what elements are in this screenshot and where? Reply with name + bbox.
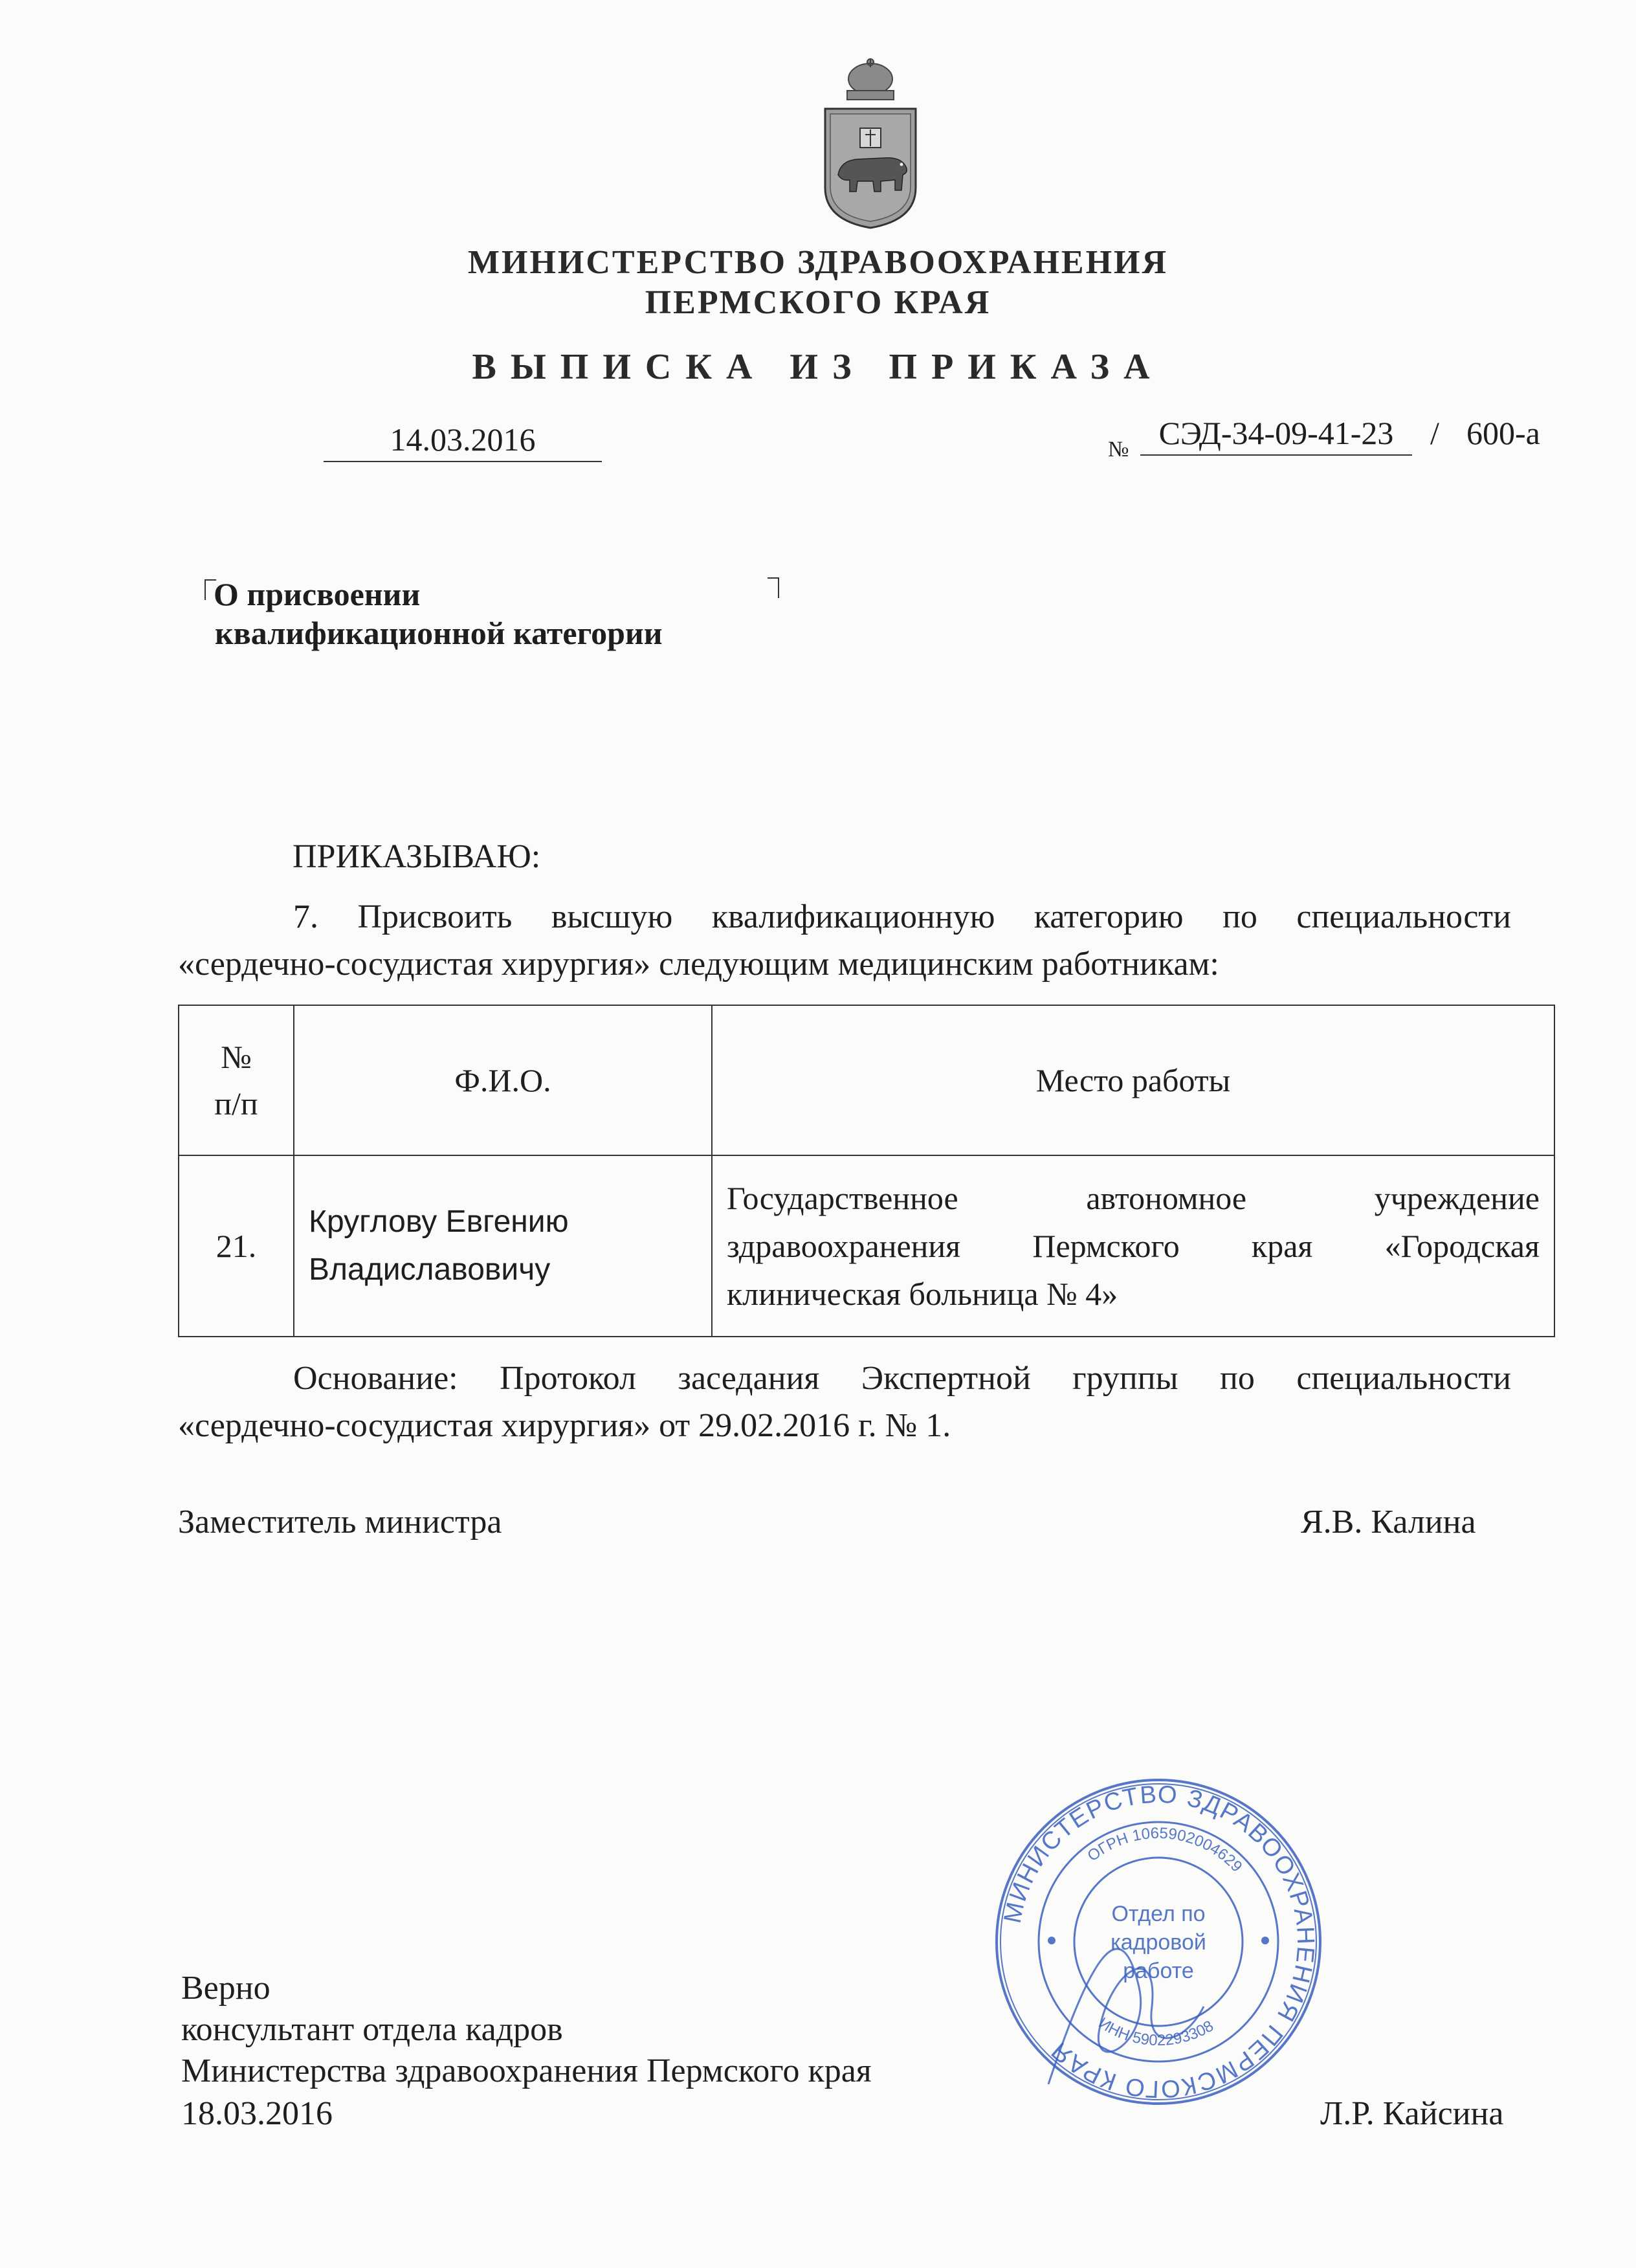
table-header-row — [179, 1005, 1554, 1155]
order-number-suffix: 600-а — [1466, 415, 1540, 451]
workers-table — [178, 1005, 1555, 1337]
ministry-line-1: МИНИСТЕРСТВО ЗДРАВООХРАНЕНИЯ — [467, 244, 1169, 281]
header-cell-workplace: Место работы — [712, 1005, 1554, 1155]
basis-paragraph — [178, 1359, 1511, 1397]
number-slash: / — [1430, 415, 1439, 451]
orders-heading: ПРИКАЗЫВАЮ: — [293, 838, 541, 875]
order-subject — [214, 575, 663, 652]
item-line-2: «сердечно-сосудистая хирургия» следующим медицинским работникам: — [178, 946, 1219, 983]
number-sign: № — [1108, 438, 1129, 461]
document-title: ВЫПИСКА ИЗ ПРИКАЗА — [472, 347, 1164, 387]
basis-line-2: «сердечно-сосудистая хирургия» от 29.02.2016 г. № 1. — [178, 1407, 951, 1444]
ministry-line-2: ПЕРМСКОГО КРАЯ — [645, 284, 991, 321]
item-paragraph — [178, 898, 1511, 936]
table-row — [179, 1155, 1554, 1337]
stamp-center-line-2: кадровой — [1111, 1930, 1206, 1955]
stamp-ogrn: ОГРН 1065902004629 — [1084, 1824, 1246, 1876]
header-cell-name: Ф.И.О. — [294, 1005, 712, 1155]
coat-of-arms-icon — [819, 58, 922, 233]
stamp-outer-text: МИНИСТЕРСТВО ЗДРАВООХРАНЕНИЯ ПЕРМСКОГО КРАЯ — [999, 1781, 1320, 2103]
row-number: 21. — [179, 1155, 294, 1337]
row-workplace-line-1: Государственное автономное учреждение — [727, 1180, 1540, 1216]
subject-corner-right — [768, 577, 779, 598]
subject-line-1: О присвоении — [214, 576, 421, 612]
stamp-center-line-3: работе — [1123, 1959, 1194, 1983]
verification-date: 18.03.2016 — [181, 2095, 333, 2132]
row-name-line-1: Круглову Евгению — [309, 1205, 569, 1239]
row-workplace-line-2: здравоохранения Пермского края «Городская — [727, 1228, 1540, 1264]
item-line-1: 7. Присвоить высшую квалификационную категорию по специальности — [293, 898, 1511, 935]
subject-line-2: квалификационной категории — [215, 615, 663, 651]
order-date: 14.03.2016 — [324, 421, 602, 462]
stamp-center-line-1: Отдел по — [1111, 1902, 1206, 1926]
verifier-name: Л.Р. Кайсина — [1320, 2095, 1504, 2132]
header-number-line-1: № — [221, 1039, 252, 1075]
row-name — [294, 1155, 712, 1337]
basis-line-1: Основание: Протокол заседания Экспертной группы по специальности — [293, 1360, 1511, 1397]
signatory-name: Я.В. Калина — [1301, 1504, 1476, 1540]
verification-block — [181, 1968, 872, 2092]
verification-line-2: консультант отдела кадров — [181, 2011, 563, 2048]
row-workplace — [712, 1155, 1554, 1337]
row-name-line-2: Владиславовичу — [309, 1252, 551, 1287]
stamp-inn: ИНН 5902293308 — [1095, 2014, 1217, 2050]
department-stamp-icon — [990, 1773, 1327, 2110]
verification-line-3: Министерства здравоохранения Пермского края — [181, 2052, 872, 2089]
order-number: СЭД-34-09-41-23 — [1140, 414, 1412, 456]
header-number-line-2: п/п — [214, 1085, 258, 1122]
row-workplace-line-3: клиническая больница № 4» — [727, 1276, 1118, 1312]
header-cell-number — [179, 1005, 294, 1155]
signatory-position: Заместитель министра — [178, 1504, 502, 1540]
verification-line-1: Верно — [181, 1970, 271, 2007]
ministry-title — [0, 243, 1636, 323]
